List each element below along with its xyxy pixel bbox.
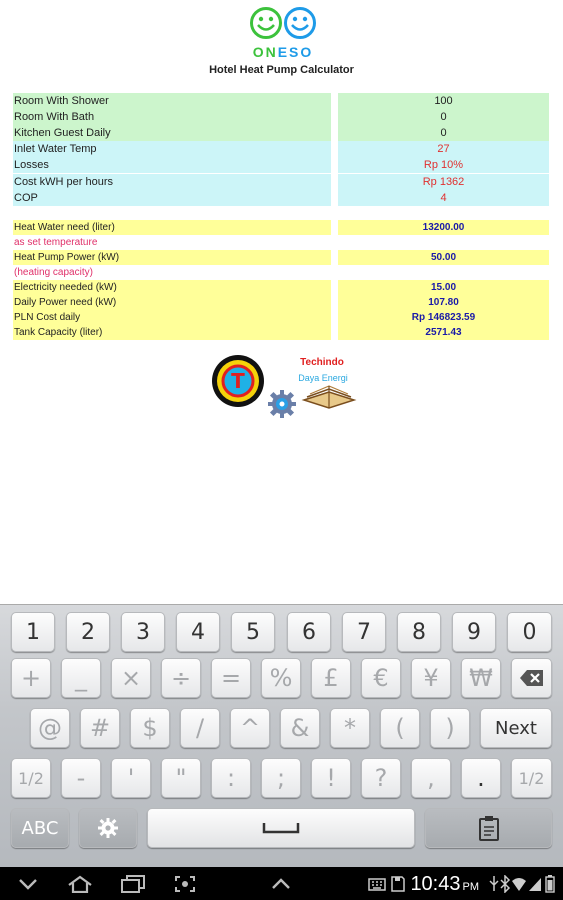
space-key[interactable] xyxy=(147,808,415,848)
key-4[interactable]: 4 xyxy=(176,612,220,652)
key-question[interactable]: ? xyxy=(361,758,401,798)
backspace-key[interactable] xyxy=(511,658,552,698)
inlet-temp-label: Inlet Water Temp xyxy=(13,141,331,157)
room-bath-label: Room With Bath xyxy=(13,109,331,125)
screenshot-icon[interactable] xyxy=(174,875,196,893)
key-hash[interactable]: # xyxy=(80,708,120,748)
key-percent[interactable]: % xyxy=(261,658,301,698)
key-quote[interactable]: " xyxy=(161,758,201,798)
losses-label: Losses xyxy=(13,157,331,173)
home-icon[interactable] xyxy=(66,875,94,893)
cost-kwh-input[interactable]: Rp 1362 xyxy=(338,174,549,190)
next-key[interactable]: Next xyxy=(480,708,552,748)
room-shower-label: Room With Shower xyxy=(13,93,331,109)
battery-icon xyxy=(545,875,555,893)
key-underscore[interactable]: _ xyxy=(61,658,101,698)
key-slash[interactable]: / xyxy=(180,708,220,748)
brand-tagline: Daya Energi xyxy=(298,373,348,383)
key-won[interactable]: ₩ xyxy=(461,658,501,698)
page-toggle-left-key[interactable]: 1/2 xyxy=(11,758,51,798)
kitchen-guest-label: Kitchen Guest Daily xyxy=(13,125,331,141)
settings-icon xyxy=(97,817,119,839)
pln-cost-label: PLN Cost daily xyxy=(13,310,331,325)
key-divide[interactable]: ÷ xyxy=(161,658,201,698)
key-yen[interactable]: ¥ xyxy=(411,658,451,698)
key-7[interactable]: 7 xyxy=(342,612,386,652)
page-toggle-right-key[interactable]: 1/2 xyxy=(511,758,552,798)
logo-wordmark xyxy=(247,44,319,60)
key-asterisk[interactable]: * xyxy=(330,708,370,748)
cop-input[interactable]: 4 xyxy=(338,190,549,206)
pump-power-label: Heat Pump Power (kW) xyxy=(13,250,331,265)
logo-part-eso: ESO xyxy=(277,44,314,60)
key-equals[interactable]: = xyxy=(211,658,251,698)
key-1[interactable]: 1 xyxy=(11,612,55,652)
kitchen-guest-input[interactable]: 0 xyxy=(338,125,549,141)
settings-key[interactable] xyxy=(79,808,137,848)
key-comma[interactable]: , xyxy=(411,758,451,798)
wifi-icon xyxy=(511,875,527,893)
signal-icon xyxy=(528,875,542,893)
gear-icon[interactable] xyxy=(267,389,297,419)
key-euro[interactable]: € xyxy=(361,658,401,698)
techindo-t-logo[interactable] xyxy=(211,354,265,408)
key-exclamation[interactable]: ! xyxy=(311,758,351,798)
tank-capacity-label: Tank Capacity (liter) xyxy=(13,325,331,340)
backspace-icon xyxy=(519,669,545,687)
clock-ampm: PM xyxy=(462,881,479,893)
losses-input[interactable]: Rp 10% xyxy=(338,157,549,173)
abc-key[interactable]: ABC xyxy=(11,808,69,848)
inlet-temp-input[interactable]: 27 xyxy=(338,141,549,157)
key-dollar[interactable]: $ xyxy=(130,708,170,748)
green-smiley-icon xyxy=(249,6,283,40)
key-multiply[interactable]: × xyxy=(111,658,151,698)
key-hyphen[interactable]: - xyxy=(61,758,101,798)
key-2[interactable]: 2 xyxy=(66,612,110,652)
key-8[interactable]: 8 xyxy=(397,612,441,652)
brand-name: Techindo xyxy=(300,357,344,368)
daily-power-label: Daily Power need (kW) xyxy=(13,295,331,310)
blue-smiley-icon xyxy=(283,6,317,40)
oneso-logo xyxy=(247,6,319,60)
pump-power-value: 50.00 xyxy=(338,250,549,265)
page-title: Hotel Heat Pump Calculator xyxy=(209,64,354,76)
key-3[interactable]: 3 xyxy=(121,612,165,652)
key-semicolon[interactable]: ; xyxy=(261,758,301,798)
key-pound[interactable]: £ xyxy=(311,658,351,698)
daily-power-value: 107.80 xyxy=(338,295,549,310)
up-chevron-icon[interactable] xyxy=(270,875,292,893)
key-ampersand[interactable]: & xyxy=(280,708,320,748)
key-period[interactable]: . xyxy=(461,758,501,798)
pln-cost-value: Rp 146823.59 xyxy=(338,310,549,325)
key-6[interactable]: 6 xyxy=(287,612,331,652)
key-colon[interactable]: : xyxy=(211,758,251,798)
cop-label: COP xyxy=(13,190,331,206)
system-navigation-bar xyxy=(0,867,563,900)
room-shower-input[interactable]: 100 xyxy=(338,93,549,109)
tank-capacity-value: 2571.43 xyxy=(338,325,549,340)
t-logo-letter: T xyxy=(231,369,245,393)
logo-part-on: ON xyxy=(252,44,278,60)
key-caret[interactable]: ^ xyxy=(230,708,270,748)
heat-water-value: 13200.00 xyxy=(338,220,549,235)
key-plus[interactable]: + xyxy=(11,658,51,698)
heat-water-note: as set temperature xyxy=(14,237,98,248)
electricity-value: 15.00 xyxy=(338,280,549,295)
key-paren-open[interactable]: ( xyxy=(380,708,420,748)
pump-power-note: (heating capacity) xyxy=(14,267,93,278)
key-at[interactable]: @ xyxy=(30,708,70,748)
key-5[interactable]: 5 xyxy=(231,612,275,652)
key-9[interactable]: 9 xyxy=(452,612,496,652)
status-clock xyxy=(410,873,479,896)
clipboard-icon xyxy=(478,815,500,841)
key-apostrophe[interactable]: ' xyxy=(111,758,151,798)
electricity-label: Electricity needed (kW) xyxy=(13,280,331,295)
key-paren-close[interactable]: ) xyxy=(430,708,470,748)
room-bath-input[interactable]: 0 xyxy=(338,109,549,125)
keyboard-icon xyxy=(368,875,386,893)
cost-kwh-label: Cost kWH per hours xyxy=(13,174,331,190)
heat-water-label: Heat Water need (liter) xyxy=(13,220,331,235)
back-icon[interactable] xyxy=(18,875,38,893)
key-0[interactable]: 0 xyxy=(507,612,552,652)
save-icon xyxy=(391,875,405,893)
clock-time: 10:43 xyxy=(410,873,461,895)
recent-apps-icon[interactable] xyxy=(120,875,146,893)
book-icon[interactable] xyxy=(301,382,357,410)
clipboard-key[interactable] xyxy=(425,808,552,848)
bluetooth-icon xyxy=(499,875,511,893)
soft-keyboard xyxy=(0,604,563,867)
space-icon xyxy=(261,821,301,835)
